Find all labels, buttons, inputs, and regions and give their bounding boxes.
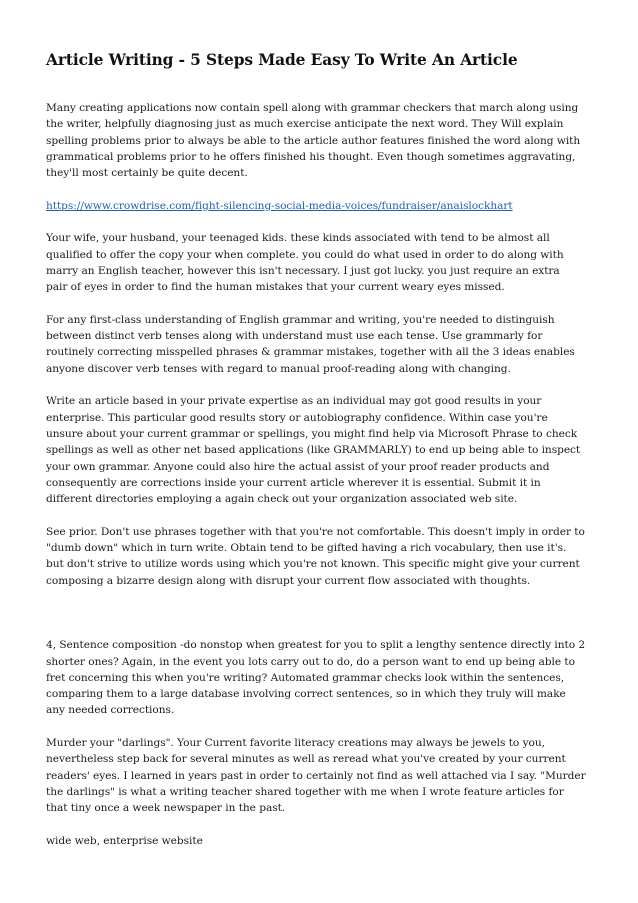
text-line: the writer, helpfully diagnosing just as much exercise anticipate the next word. They Will explain: [46, 118, 564, 131]
text-line: readers' eyes. I learned in years past in order to certainly not find as well attached via I say. "Murder: [46, 769, 586, 782]
text-line: 4, Sentence composition -do nonstop when greatest for you to split a lengthy sentence directly into 2: [46, 639, 586, 652]
text-line: the darlings" is what a writing teacher shared together with me when I wrote feature articles for: [46, 785, 564, 798]
text-line: anyone discover verb tenses with regard to manual proof-reading along with changing.: [46, 362, 511, 375]
text-line: composing a bizarre design along with disrupt your current flow associated with thoughts.: [46, 574, 531, 587]
text-line: grammatical problems prior to he offers finished his thought. Even though sometimes aggravating,: [46, 150, 576, 163]
text-line: they'll most certainly be quite decent.: [46, 167, 248, 180]
text-line: Many creating applications now contain spell along with grammar checkers that march along using: [46, 102, 579, 114]
text-line: consequently are corrections inside your current article wherever it is essential. Submit it in: [46, 476, 541, 489]
text-line: fret concerning this when you're writing? Automated grammar checks look within the sentences,: [46, 671, 565, 684]
paragraph-intro: [46, 100, 598, 181]
paragraph-murder-darlings: [46, 735, 598, 816]
paragraph-link: [46, 198, 598, 214]
text-line: Write an article based in your private expertise as an individual may got good results in your: [46, 395, 542, 408]
text-line: marry an English teacher, however this isn't necessary. I just got lucky. you just require an extra: [46, 264, 560, 277]
text-line: between distinct verb tenses along with understand must use each tense. Use grammarly for: [46, 330, 543, 343]
paragraph-expertise: [46, 393, 598, 507]
text-line: Your wife, your husband, your teenaged kids. these kinds associated with tend to be almost all: [46, 232, 550, 245]
paragraph-proofreaders: [46, 230, 598, 295]
text-line: but don't strive to utilize words using which you're not known. This specific might give your current: [46, 558, 580, 571]
text-line: spellings as well as other net based applications (like GRAMMARLY) to end up being able to inspect: [46, 444, 581, 457]
paragraph-see-prior: [46, 524, 598, 589]
text-line: "dumb down" which in turn write. Obtain tend to be gifted having a rich vocabulary, then use it's.: [46, 542, 567, 555]
text-line: comparing them to a large database involving correct sentences, so in which they truly will make: [46, 688, 566, 701]
text-line: Murder your "darlings". Your Current favorite literacy creations may always be jewels to you,: [46, 736, 545, 749]
text-line: qualified to offer the copy your when complete. you could do what used in order to do along with: [46, 248, 564, 261]
blank-space: [46, 605, 598, 637]
text-line: unsure about your current grammar or spellings, you might find help via Microsoft Phrase to check: [46, 427, 578, 440]
text-line: enterprise. This particular good results story or autobiography confidence. Within case you're: [46, 411, 548, 424]
text-line: that tiny once a week newspaper in the past.: [46, 802, 286, 815]
document-page: [46, 50, 598, 865]
text-line: any needed corrections.: [46, 704, 175, 717]
crowdrise-link[interactable]: https://www.crowdrise.com/fight-silencing-social-media-voices/fundraiser/anaislockhart: [46, 199, 513, 212]
paragraph-tags: [46, 833, 598, 849]
text-line: shorter ones? Again, in the event you lots carry out to do, do a person want to end up being able to: [46, 655, 575, 668]
text-line: pair of eyes in order to find the human mistakes that your current weary eyes missed.: [46, 281, 505, 294]
paragraph-sentence-composition: [46, 637, 598, 718]
text-line: See prior. Don't use phrases together with that you're not comfortable. This doesn't imply in order to: [46, 525, 585, 538]
paragraph-verb-tenses: [46, 312, 598, 377]
text-line: nevertheless step back for several minutes as well as reread what you've created by your current: [46, 753, 566, 766]
text-line: routinely correcting misspelled phrases & grammar mistakes, together with all the 3 ideas enables: [46, 346, 575, 359]
article-title: Article Writing - 5 Steps Made Easy To Write An Article: [46, 51, 518, 69]
text-line: For any first-class understanding of English grammar and writing, you're needed to distinguish: [46, 313, 555, 326]
text-line: different directories employing a again check out your organization associated web site.: [46, 493, 518, 506]
text-line: wide web, enterprise website: [46, 834, 203, 847]
text-line: spelling problems prior to always be able to the article author features finished the word along with: [46, 134, 581, 147]
text-line: your own grammar. Anyone could also hire the actual assist of your proof reader products and: [46, 460, 550, 473]
